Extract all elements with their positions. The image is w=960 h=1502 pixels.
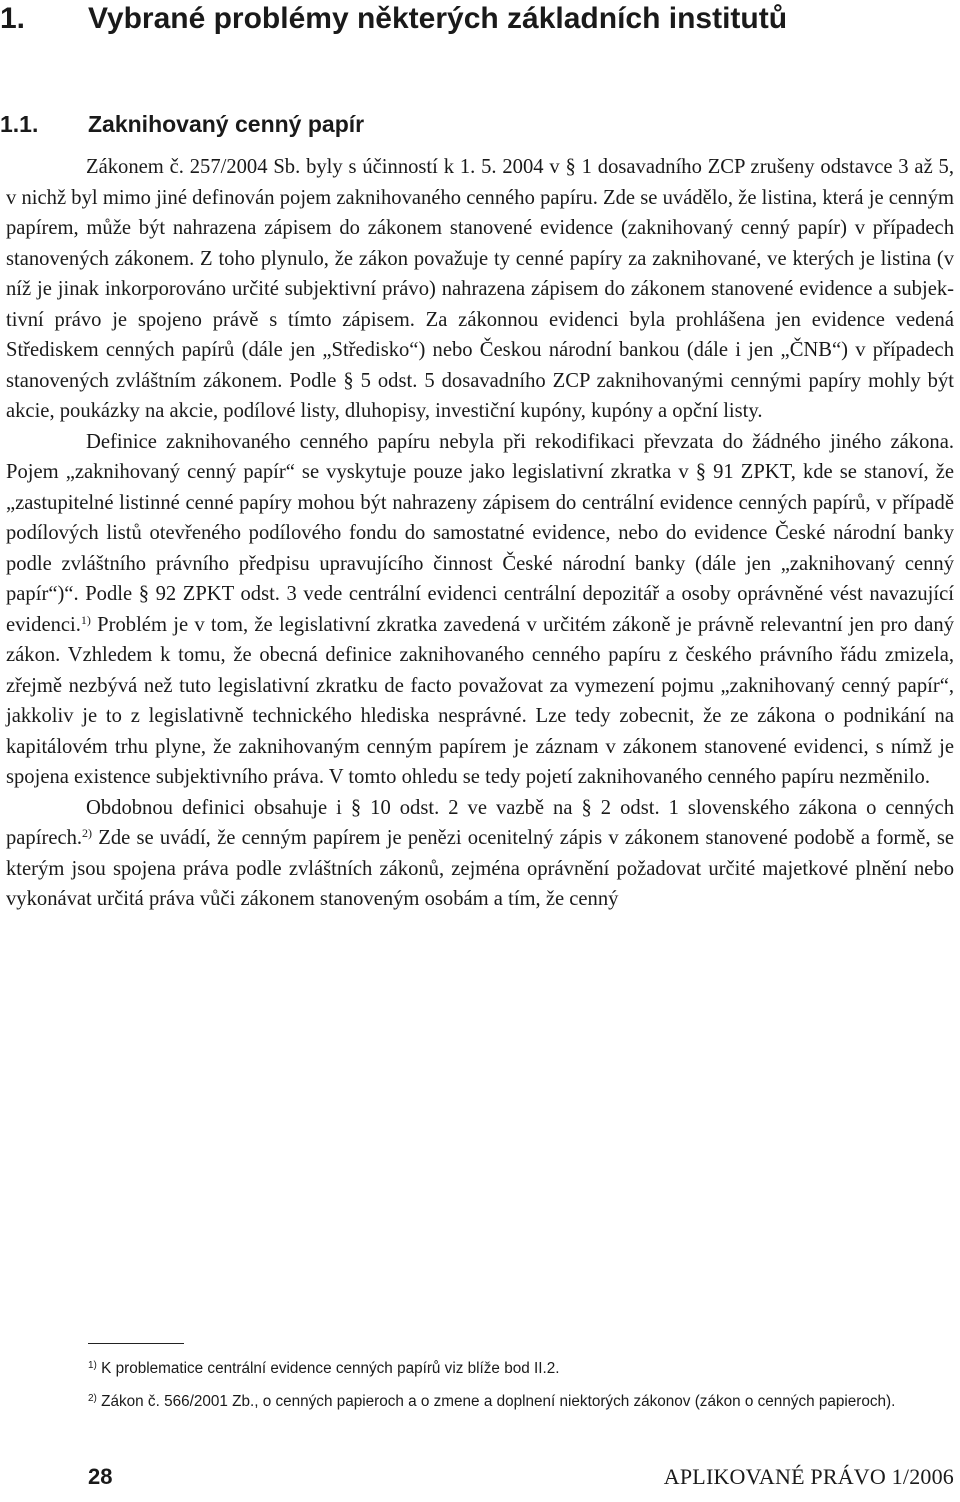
paragraph-1-text: Zákonem č. 257/2004 Sb. byly s účinností k 1. 5. 2004 v § 1 dosavadního ZCP zrušeny odstavce 3 až 5, v nichž byl mimo jiné definován pojem zaknihovaného cenného papíru. Zde se uvádělo, že listina, která je cenným papírem, může být nahrazena zápisem do zákonem stanovené evidence (zaknihovaný cenný papír) v případech stanovených zákonem. Z toho plynulo, že zákon považuje ty cenné papíry za zaknihované, ve kterých je listina (v níž je jinak inkorporováno určité subjektivní právo) nahrazena zápisem do zákonem stanovené evidence a subjektivní právo je spojeno právě s tímto zápisem. Za zákonnou evidenci byla prohlášena jen evidence vedená Střediskem cenných papírů (dále jen „Středisko“) nebo Českou národní bankou (dále i jen „ČNB“) v případech stanovených zvláštním zákonem. Podle § 5 odst. 5 dosavadního ZCP zaknihovanými cennými papíry mohly být akcie, poukázky na akcie, podílové listy, dluhopisy, investiční kupóny, kupóny a opční listy. [6,156,954,422]
paragraph-3-text-b: Zde se uvádí, že cenným papírem je penězi ocenitelný zápis v zákonem stanovené podobě a formě, se kterým jsou spojena práva podle zvláštních zákonů, zejména oprávnění požadovat určité majetkové plnění nebo vykonávat určitá práva vůči zákonem stanoveným osobám a tím, že cenný [6,827,954,910]
footnote-divider [88,1343,184,1344]
footnote-ref-1[interactable]: 1) [80,612,91,627]
paragraph-3-text-a: Obdobnou definici obsahuje i § 10 odst. 2 ve vazbě na § 2 odst. 1 slovenského zákona o cenných papírech. [6,796,954,849]
footnote-1-text: K problematice centrální evidence cenných papírů viz blíže bod II.2. [101,1360,560,1377]
footnote-1-mark: 1) [88,1360,97,1371]
paragraph-3 [6,793,954,915]
journal-name: APLIKOVANÉ PRÁVO 1/2006 [663,1464,954,1489]
page-footer [88,1464,954,1490]
footnote-2-text: Zákon č. 566/2001 Zb., o cenných papieroch a o zmene a doplnení niektorých zákonov (zákon o cenných papieroch). [101,1393,896,1410]
paragraph-2-text-b: Problém je v tom, že legislativní zkratka zavedená v určitém zákoně je právně relevantní jen pro daný zákon. Vzhledem k tomu, že obecná definice zaknihovaného cenného papíru z českého právního řádu zmizela, zřejmě nezbývá než tuto legislativní zkratku de facto považovat za vymezení pojmu „zaknihovaný cenný papír“, jakkoliv je to z legislativně technického hlediska nesprávné. Lze tedy zobecnit, že ze zákona o podnikání na kapitálovém trhu plyne, že zaknihovaným cenným papírem je záznam v zákonem stanovené evidenci, s nímž je spojena existence subjektivního práva. V tomto ohledu se tedy pojetí zaknihovaného cenného papíru nezměnilo. [6,613,954,788]
footnote-ref-2[interactable]: 2) [82,826,93,840]
paragraph-1 [6,152,954,427]
section-heading [0,108,365,140]
chapter-title: Vybrané problémy některých základních institutů [88,2,788,35]
footnote-2-mark: 2) [88,1393,97,1404]
footnotes [88,1356,950,1422]
paragraph-2-text-a: Definice zaknihovaného cenného papíru nebyla při rekodifikaci převzata do žádného jiného zákona. Pojem „zaknihovaný cenný papír“ se vyskytuje pouze jako legislativní zkratka v § 91 ZPKT, kde se stanoví, že „zastupitelné listinné cenné papíry mohou být nahrazeny zápisem do centrální evidence cenných papírů, v případě podílových listů otevřeného podílového fondu do samostatné evidence, nebo do evidence České národní banky podle zvláštního právního předpisu upravujícího činnost České národní banky (dále jen „zaknihovaný cenný papír“)“. Podle § 92 ZPKT odst. 3 vede centrální evidenci centrální depozitář a osoby oprávněné vést navazující evidenci. [6,430,954,636]
chapter-heading [0,0,948,38]
chapter-number: 1. [0,2,26,35]
body-text [6,152,954,915]
paragraph-2 [6,427,954,793]
footnote-2 [88,1389,950,1415]
section-number: 1.1. [0,111,39,137]
footnote-1 [88,1356,950,1382]
section-title: Zaknihovaný cenný papír [88,111,365,137]
page-number: 28 [88,1464,113,1489]
